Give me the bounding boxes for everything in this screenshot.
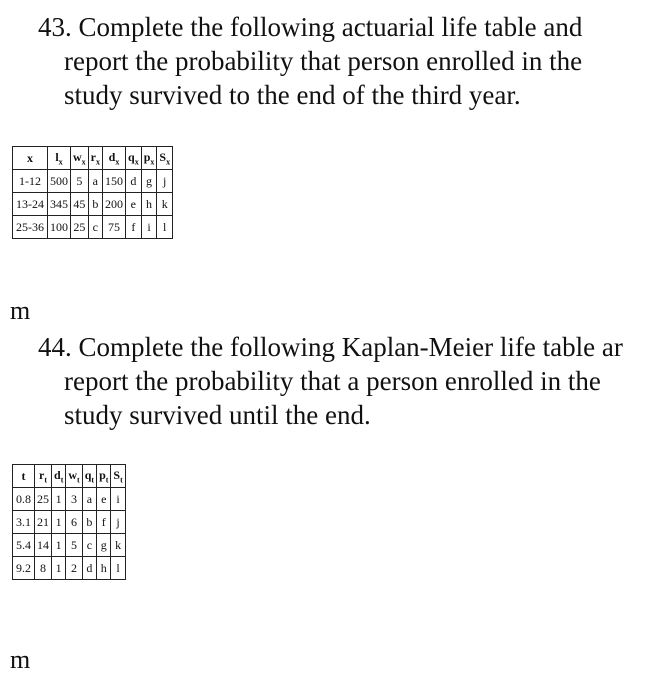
column-header xyxy=(71,147,89,170)
column-header-symbol: t xyxy=(21,468,26,483)
column-header xyxy=(82,465,96,488)
column-header-symbol: S xyxy=(113,467,121,482)
column-header-subscript: x xyxy=(115,157,120,167)
table-row xyxy=(13,216,173,239)
question-43 xyxy=(38,10,638,112)
column-header-subscript: t xyxy=(60,475,64,485)
column-header-symbol: d xyxy=(108,149,116,164)
column-header xyxy=(52,465,66,488)
column-header-symbol: p xyxy=(99,467,106,482)
table-cell: i xyxy=(141,216,157,239)
table-row xyxy=(13,534,126,557)
column-header-subscript: x xyxy=(166,157,171,167)
table-cell: 45 xyxy=(71,193,89,216)
table-cell: 150 xyxy=(103,170,126,193)
question-43-line-1: 43. Complete the following actuarial life table and xyxy=(38,12,583,42)
stray-mark-m: m xyxy=(10,296,31,325)
column-header-symbol: q xyxy=(84,467,92,482)
table-cell: l xyxy=(157,216,173,239)
column-header xyxy=(13,465,35,488)
table-cell: 5 xyxy=(71,170,89,193)
question-44-line-3: study survived until the end. xyxy=(64,400,371,430)
column-header xyxy=(126,147,142,170)
table-cell: k xyxy=(111,534,125,557)
table-cell: i xyxy=(111,488,125,511)
column-header-symbol: q xyxy=(128,149,135,164)
table-cell: 9.2 xyxy=(13,557,35,580)
question-44 xyxy=(38,330,650,432)
table-row xyxy=(13,193,173,216)
question-43-line-3: study survived to the end of the third year. xyxy=(64,80,521,110)
table-header-row xyxy=(13,465,126,488)
column-header xyxy=(48,147,71,170)
column-header xyxy=(103,147,126,170)
column-header xyxy=(35,465,52,488)
table-cell: h xyxy=(97,557,111,580)
column-header xyxy=(157,147,173,170)
column-header-subscript: x xyxy=(134,157,139,167)
column-header-symbol: r xyxy=(39,467,45,482)
column-header-subscript: x xyxy=(96,157,100,167)
table-cell: 0.8 xyxy=(13,488,35,511)
column-header xyxy=(141,147,157,170)
table-cell: c xyxy=(88,216,102,239)
column-header-symbol: w xyxy=(68,467,78,482)
table-cell: k xyxy=(157,193,173,216)
table-row xyxy=(13,557,126,580)
column-header xyxy=(111,465,125,488)
table-cell: 21 xyxy=(35,511,52,534)
column-header-symbol: r xyxy=(90,149,96,164)
column-header-subscript: t xyxy=(105,475,109,485)
question-44-line-2: report the probability that a person enrolled in the xyxy=(64,366,601,396)
table-cell: b xyxy=(88,193,102,216)
table-row xyxy=(13,511,126,534)
table-cell: e xyxy=(126,193,142,216)
column-header-subscript: t xyxy=(120,475,123,485)
table-row xyxy=(13,488,126,511)
table-cell: 3.1 xyxy=(13,511,35,534)
table-cell: 6 xyxy=(66,511,82,534)
kaplan-meier-life-table xyxy=(12,464,126,580)
question-44-line-1: 44. Complete the following Kaplan-Meier life table ar xyxy=(38,332,623,362)
table-cell: d xyxy=(82,557,96,580)
column-header-subscript: t xyxy=(44,475,47,485)
column-header-subscript: x xyxy=(81,157,86,167)
table-cell: a xyxy=(82,488,96,511)
table-cell: 25-36 xyxy=(13,216,48,239)
table-cell: 8 xyxy=(35,557,52,580)
stray-mark-m: m xyxy=(10,645,31,674)
table-cell: j xyxy=(157,170,173,193)
table-cell: 13-24 xyxy=(13,193,48,216)
table-cell: 500 xyxy=(48,170,71,193)
table-cell: 100 xyxy=(48,216,71,239)
column-header xyxy=(97,465,111,488)
table-cell: f xyxy=(126,216,142,239)
column-header xyxy=(88,147,102,170)
question-43-line-2: report the probability that person enrolled in the xyxy=(64,46,583,76)
table-cell: h xyxy=(141,193,157,216)
table-cell: g xyxy=(97,534,111,557)
table-cell: 75 xyxy=(103,216,126,239)
table-cell: 2 xyxy=(66,557,82,580)
table-cell: d xyxy=(126,170,142,193)
column-header xyxy=(66,465,82,488)
column-header xyxy=(13,147,48,170)
table-cell: 1 xyxy=(52,534,66,557)
table-cell: 1 xyxy=(52,488,66,511)
table-cell: e xyxy=(97,488,111,511)
table-cell: 5.4 xyxy=(13,534,35,557)
column-header-subscript: t xyxy=(91,475,95,485)
column-header-symbol: d xyxy=(54,467,61,482)
table-cell: f xyxy=(97,511,111,534)
table-cell: a xyxy=(88,170,102,193)
table-cell: 25 xyxy=(35,488,52,511)
table-row xyxy=(13,170,173,193)
table-cell: 3 xyxy=(66,488,82,511)
table-cell: 1 xyxy=(52,511,66,534)
table-cell: 25 xyxy=(71,216,89,239)
table-cell: 200 xyxy=(103,193,126,216)
table-cell: c xyxy=(82,534,96,557)
table-header-row xyxy=(13,147,173,170)
column-header-subscript: x xyxy=(150,157,155,167)
column-header-symbol: p xyxy=(143,149,151,164)
column-header-symbol: l xyxy=(55,149,59,164)
table-cell: g xyxy=(141,170,157,193)
actuarial-life-table xyxy=(12,146,173,239)
table-cell: l xyxy=(111,557,125,580)
table-cell: 14 xyxy=(35,534,52,557)
table-cell: 1 xyxy=(52,557,66,580)
table-cell: 345 xyxy=(48,193,71,216)
column-header-symbol: w xyxy=(73,149,82,164)
column-header-subscript: t xyxy=(77,475,80,485)
table-cell: 1-12 xyxy=(13,170,48,193)
column-header-subscript: x xyxy=(58,157,63,167)
table-cell: b xyxy=(82,511,96,534)
table-cell: 5 xyxy=(66,534,82,557)
table-cell: j xyxy=(111,511,125,534)
column-header-symbol: x xyxy=(27,150,33,165)
column-header-symbol: S xyxy=(159,149,167,164)
